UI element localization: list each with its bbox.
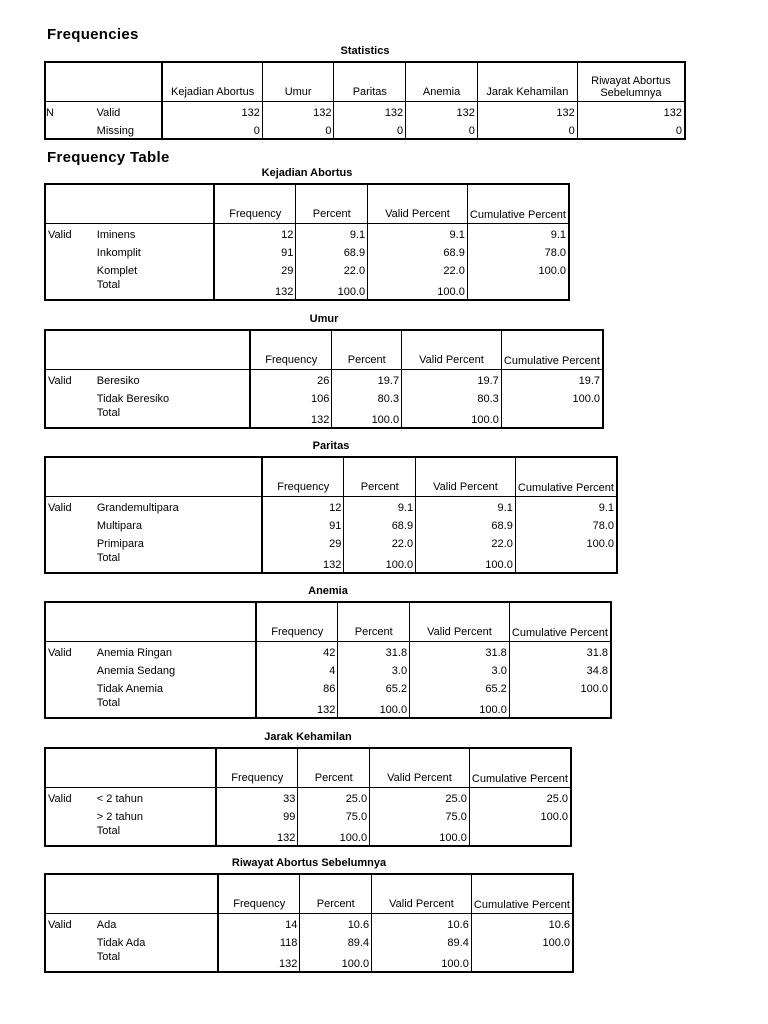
cell-frequency: 132 [250, 406, 332, 428]
row-label: Total [95, 406, 250, 428]
row-group-label: Valid [45, 914, 95, 933]
header-corner-spacer [95, 457, 171, 497]
row-group-label: Valid [45, 642, 95, 661]
cell-percent: 75.0 [298, 806, 370, 824]
row-group-empty [45, 551, 95, 573]
stat-row [45, 120, 685, 139]
column-header-cumulative-percent: Cumulative Percent [509, 602, 611, 642]
cell-cumulative-percent: 100.0 [469, 806, 571, 824]
table-row [45, 260, 569, 278]
cell-frequency: 132 [256, 696, 338, 718]
frequency-table [44, 329, 604, 429]
cell-cumulative-percent: 100.0 [509, 678, 611, 696]
cell-cumulative-percent: 100.0 [501, 388, 603, 406]
cell-cumulative-percent [471, 950, 573, 972]
row-group-label: Valid [45, 224, 95, 243]
cell-frequency: 91 [262, 515, 344, 533]
column-header-frequency: Frequency [250, 330, 332, 370]
stat-col: Kejadian Abortus [162, 62, 262, 102]
cell-frequency: 29 [214, 260, 296, 278]
column-header-frequency: Frequency [214, 184, 296, 224]
stat-col: Paritas [334, 62, 406, 102]
column-header-valid-percent: Valid Percent [402, 330, 502, 370]
column-header-frequency: Frequency [262, 457, 344, 497]
column-header-valid-percent: Valid Percent [372, 874, 472, 914]
stat-group-empty [45, 120, 95, 139]
stat-col: Riwayat Abortus Sebelumnya [577, 62, 685, 102]
column-header-percent: Percent [338, 602, 410, 642]
header-corner-spacer [170, 330, 250, 370]
row-group-empty [45, 388, 95, 406]
row-label: Tidak Anemia [95, 678, 256, 696]
row-label: Total [95, 824, 216, 846]
stat-col: Umur [262, 62, 334, 102]
cell-frequency: 12 [214, 224, 296, 243]
header-corner-spacer [95, 602, 171, 642]
column-header-cumulative-percent: Cumulative Percent [469, 748, 571, 788]
row-group-empty [45, 533, 95, 551]
cell-cumulative-percent [515, 551, 617, 573]
stat-cell: 0 [334, 120, 406, 139]
cell-cumulative-percent: 100.0 [515, 533, 617, 551]
header-corner-spacer [95, 748, 171, 788]
row-group-empty [45, 242, 95, 260]
cell-percent: 89.4 [300, 932, 372, 950]
cell-cumulative-percent: 25.0 [469, 788, 571, 807]
frequency-table [44, 456, 618, 574]
cell-percent: 100.0 [296, 278, 368, 300]
cell-cumulative-percent: 9.1 [515, 497, 617, 516]
table-row [45, 278, 569, 300]
row-label: Tidak Ada [95, 932, 218, 950]
table-title: Kejadian Abortus [261, 167, 353, 179]
table-title: Jarak Kehamilan [264, 731, 352, 743]
cell-frequency: 132 [262, 551, 344, 573]
row-group-empty [45, 950, 95, 972]
table-row [45, 370, 603, 389]
row-group-empty [45, 406, 95, 428]
column-header-percent: Percent [332, 330, 402, 370]
cell-cumulative-percent: 78.0 [515, 515, 617, 533]
table-row [45, 515, 617, 533]
cell-valid-percent: 100.0 [410, 696, 510, 718]
header-corner [45, 457, 95, 497]
cell-frequency: 106 [250, 388, 332, 406]
row-group-empty [45, 696, 95, 718]
column-header-cumulative-percent: Cumulative Percent [467, 184, 569, 224]
table-title: Umur [309, 313, 339, 325]
cell-frequency: 132 [218, 950, 300, 972]
row-group-empty [45, 260, 95, 278]
table-title: Paritas [312, 440, 350, 452]
table-row [45, 224, 569, 243]
table-row [45, 497, 617, 516]
header-corner [45, 184, 95, 224]
cell-valid-percent: 3.0 [410, 660, 510, 678]
table-row [45, 660, 611, 678]
cell-valid-percent: 100.0 [370, 824, 470, 846]
row-group-empty [45, 806, 95, 824]
row-label: Tidak Beresiko [95, 388, 250, 406]
cell-frequency: 14 [218, 914, 300, 933]
cell-valid-percent: 80.3 [402, 388, 502, 406]
cell-valid-percent: 100.0 [402, 406, 502, 428]
cell-frequency: 132 [214, 278, 296, 300]
row-group-label: Valid [45, 497, 95, 516]
cell-cumulative-percent [501, 406, 603, 428]
cell-valid-percent: 9.1 [368, 224, 468, 243]
row-group-empty [45, 515, 95, 533]
table-row [45, 806, 571, 824]
cell-valid-percent: 19.7 [402, 370, 502, 389]
cell-cumulative-percent [509, 696, 611, 718]
column-header-cumulative-percent: Cumulative Percent [471, 874, 573, 914]
cell-percent: 68.9 [296, 242, 368, 260]
cell-percent: 10.6 [300, 914, 372, 933]
stat-group: N [45, 102, 95, 121]
header-corner [45, 874, 95, 914]
cell-percent: 9.1 [296, 224, 368, 243]
column-header-valid-percent: Valid Percent [368, 184, 468, 224]
table-row [45, 950, 573, 972]
column-header-cumulative-percent: Cumulative Percent [501, 330, 603, 370]
column-header-percent: Percent [344, 457, 416, 497]
row-group-empty [45, 932, 95, 950]
header-corner-spacer [170, 457, 262, 497]
column-header-valid-percent: Valid Percent [370, 748, 470, 788]
statistics-title: Statistics [340, 45, 390, 57]
cell-valid-percent: 100.0 [416, 551, 516, 573]
row-label: Grandemultipara [95, 497, 262, 516]
cell-cumulative-percent: 9.1 [467, 224, 569, 243]
cell-cumulative-percent: 34.8 [509, 660, 611, 678]
stat-row-label: Missing [95, 120, 163, 139]
cell-percent: 100.0 [298, 824, 370, 846]
row-label: Anemia Sedang [95, 660, 256, 678]
row-group-empty [45, 278, 95, 300]
row-label: Total [95, 950, 218, 972]
header-corner-spacer [170, 184, 214, 224]
header-corner-spacer [170, 874, 218, 914]
cell-valid-percent: 10.6 [372, 914, 472, 933]
cell-cumulative-percent: 31.8 [509, 642, 611, 661]
column-header-percent: Percent [300, 874, 372, 914]
stat-col: Jarak Kehamilan [477, 62, 577, 102]
cell-percent: 100.0 [332, 406, 402, 428]
cell-percent: 19.7 [332, 370, 402, 389]
cell-percent: 22.0 [344, 533, 416, 551]
stat-cell: 0 [577, 120, 685, 139]
cell-valid-percent: 68.9 [416, 515, 516, 533]
cell-cumulative-percent [467, 278, 569, 300]
stat-cell: 0 [406, 120, 478, 139]
stat-cell: 132 [162, 102, 262, 121]
stat-cell: 132 [262, 102, 334, 121]
cell-percent: 80.3 [332, 388, 402, 406]
cell-valid-percent: 68.9 [368, 242, 468, 260]
header-corner-spacer [170, 748, 216, 788]
column-header-valid-percent: Valid Percent [410, 602, 510, 642]
cell-percent: 100.0 [344, 551, 416, 573]
cell-percent: 22.0 [296, 260, 368, 278]
frequency-table [44, 747, 572, 847]
row-label: Ada [95, 914, 218, 933]
frequency-table [44, 601, 612, 719]
stat-row-label: Valid [95, 102, 163, 121]
row-group-empty [45, 678, 95, 696]
cell-frequency: 91 [214, 242, 296, 260]
cell-frequency: 86 [256, 678, 338, 696]
row-label: Total [95, 278, 214, 300]
heading-frequencies: Frequencies [47, 26, 139, 43]
cell-frequency: 4 [256, 660, 338, 678]
stat-row [45, 102, 685, 121]
row-group-label: Valid [45, 788, 95, 807]
cell-valid-percent: 65.2 [410, 678, 510, 696]
stat-col: Anemia [406, 62, 478, 102]
table-row [45, 642, 611, 661]
column-header-cumulative-percent: Cumulative Percent [515, 457, 617, 497]
column-header-frequency: Frequency [256, 602, 338, 642]
cell-frequency: 26 [250, 370, 332, 389]
header-corner [45, 602, 95, 642]
table-title: Riwayat Abortus Sebelumnya [231, 857, 387, 869]
table-row [45, 406, 603, 428]
table-row [45, 696, 611, 718]
row-label: Multipara [95, 515, 262, 533]
table-row [45, 678, 611, 696]
header-corner-spacer [95, 184, 171, 224]
row-label: Anemia Ringan [95, 642, 256, 661]
row-group-empty [45, 824, 95, 846]
cell-percent: 31.8 [338, 642, 410, 661]
stat-cell: 132 [334, 102, 406, 121]
column-header-frequency: Frequency [216, 748, 298, 788]
table-row [45, 533, 617, 551]
stat-corner2 [95, 62, 163, 102]
column-header-frequency: Frequency [218, 874, 300, 914]
row-label: < 2 tahun [95, 788, 216, 807]
cell-valid-percent: 89.4 [372, 932, 472, 950]
heading-frequency-table: Frequency Table [47, 149, 170, 166]
stat-cell: 0 [262, 120, 334, 139]
cell-cumulative-percent: 19.7 [501, 370, 603, 389]
cell-valid-percent: 75.0 [370, 806, 470, 824]
stat-cell: 0 [477, 120, 577, 139]
cell-frequency: 12 [262, 497, 344, 516]
cell-valid-percent: 31.8 [410, 642, 510, 661]
cell-valid-percent: 22.0 [368, 260, 468, 278]
cell-valid-percent: 100.0 [372, 950, 472, 972]
row-label: Primipara [95, 533, 262, 551]
row-group-empty [45, 660, 95, 678]
table-row [45, 388, 603, 406]
header-corner [45, 330, 95, 370]
cell-cumulative-percent: 100.0 [467, 260, 569, 278]
cell-frequency: 132 [216, 824, 298, 846]
table-title: Anemia [308, 585, 348, 597]
column-header-percent: Percent [296, 184, 368, 224]
header-corner-spacer [95, 874, 171, 914]
cell-valid-percent: 100.0 [368, 278, 468, 300]
cell-frequency: 29 [262, 533, 344, 551]
row-label: Inkomplit [95, 242, 214, 260]
row-group-label: Valid [45, 370, 95, 389]
stat-corner [45, 62, 95, 102]
frequency-table [44, 873, 574, 973]
cell-cumulative-percent [469, 824, 571, 846]
row-label: > 2 tahun [95, 806, 216, 824]
table-row [45, 788, 571, 807]
table-row [45, 932, 573, 950]
cell-percent: 100.0 [300, 950, 372, 972]
cell-frequency: 33 [216, 788, 298, 807]
stat-cell: 132 [577, 102, 685, 121]
cell-frequency: 42 [256, 642, 338, 661]
row-label: Komplet [95, 260, 214, 278]
header-corner-spacer [95, 330, 171, 370]
cell-frequency: 118 [218, 932, 300, 950]
cell-cumulative-percent: 10.6 [471, 914, 573, 933]
cell-frequency: 99 [216, 806, 298, 824]
cell-percent: 3.0 [338, 660, 410, 678]
cell-percent: 9.1 [344, 497, 416, 516]
cell-cumulative-percent: 78.0 [467, 242, 569, 260]
stat-cell: 132 [477, 102, 577, 121]
cell-percent: 65.2 [338, 678, 410, 696]
cell-percent: 68.9 [344, 515, 416, 533]
cell-cumulative-percent: 100.0 [471, 932, 573, 950]
row-label: Iminens [95, 224, 214, 243]
cell-valid-percent: 22.0 [416, 533, 516, 551]
frequency-table [44, 183, 570, 301]
row-label: Beresiko [95, 370, 250, 389]
table-row [45, 824, 571, 846]
row-label: Total [95, 696, 256, 718]
table-row [45, 914, 573, 933]
stat-cell: 132 [406, 102, 478, 121]
cell-valid-percent: 25.0 [370, 788, 470, 807]
cell-percent: 25.0 [298, 788, 370, 807]
column-header-valid-percent: Valid Percent [416, 457, 516, 497]
table-row [45, 551, 617, 573]
statistics-table [44, 61, 686, 140]
column-header-percent: Percent [298, 748, 370, 788]
row-label: Total [95, 551, 262, 573]
header-corner [45, 748, 95, 788]
header-corner-spacer [170, 602, 256, 642]
stat-cell: 0 [162, 120, 262, 139]
table-row [45, 242, 569, 260]
cell-valid-percent: 9.1 [416, 497, 516, 516]
cell-percent: 100.0 [338, 696, 410, 718]
